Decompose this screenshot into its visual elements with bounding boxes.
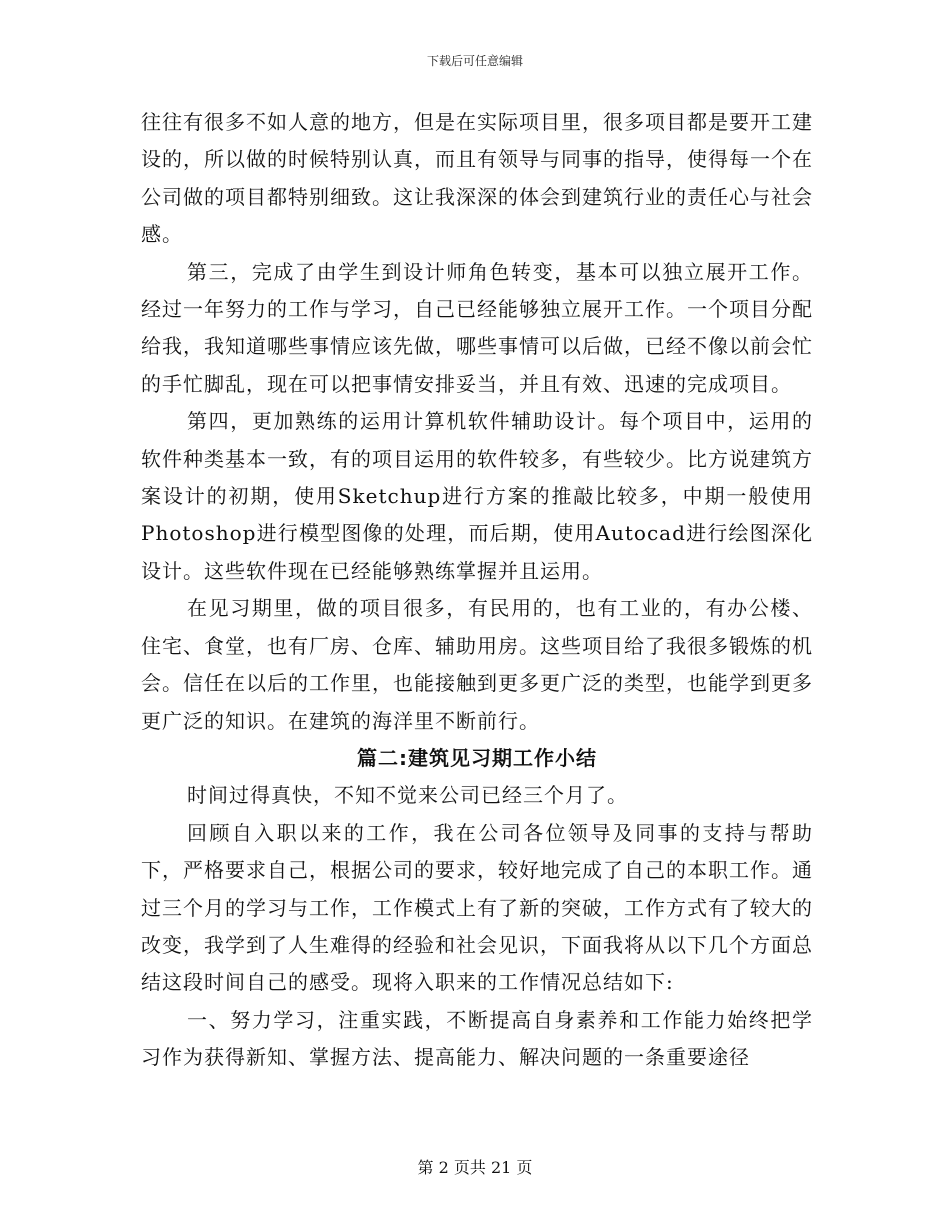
paragraph-continuation: 往往有很多不如人意的地方，但是在实际项目里，很多项目都是要开工建设的，所以做的时候特别认真，而且有领导与同事的指导，使得每一个在公司做的项目都特别细致。这让我深深的体会到建筑行业的责任心与社会感。 xyxy=(141,110,813,247)
paragraph-internship-projects: 在见习期里，做的项目很多，有民用的，也有工业的，有办公楼、住宅、食堂，也有厂房、仓库、辅助用房。这些项目给了我很多锻炼的机会。信任在以后的工作里，也能接触到更多更广泛的类型，也能学到更多更广泛的知识。在建筑的海洋里不断前行。 xyxy=(141,596,813,733)
paragraph-fourth-point: 第四，更加熟练的运用计算机软件辅助设计。每个项目中，运用的软件种类基本一致，有的项目运用的软件较多，有些较少。比方说建筑方案设计的初期，使用Sketchup进行方案的推敲比较多，中期一般使用Photoshop进行模型图像的处理，而后期，使用Autocad进行绘图深化设计。这些软件现在已经能够熟练掌握并且运用。 xyxy=(141,409,813,583)
paragraph-point-one: 一、努力学习，注重实践，不断提高自身素养和工作能力始终把学习作为获得新知、掌握方法、提高能力、解决问题的一条重要途径 xyxy=(141,1007,813,1070)
document-body xyxy=(141,104,813,1077)
section-title: 篇二:建筑见习期工作小结 xyxy=(357,745,597,770)
paragraph-third-point: 第三，完成了由学生到设计师角色转变，基本可以独立展开工作。经过一年努力的工作与学习，自己已经能够独立展开工作。一个项目分配给我，我知道哪些事情应该先做，哪些事情可以后做，已经不像以前会忙的手忙脚乱，现在可以把事情安排妥当，并且有效、迅速的完成项目。 xyxy=(141,259,813,396)
page-header-note: 下载后可任意编辑 xyxy=(426,54,523,68)
page-number-footer: 第 2 页共 21 页 xyxy=(417,1158,533,1177)
paragraph-review: 回顾自入职以来的工作，我在公司各位领导及同事的支持与帮助下，严格要求自己，根据公司的要求，较好地完成了自己的本职工作。通过三个月的学习与工作，工作模式上有了新的突破，工作方式有了较大的改变，我学到了人生难得的经验和社会见识，下面我将从以下几个方面总结这段时间自己的感受。现将入职来的工作情况总结如下: xyxy=(141,820,813,995)
paragraph-time-flies: 时间过得真快，不知不觉来公司已经三个月了。 xyxy=(187,783,628,808)
